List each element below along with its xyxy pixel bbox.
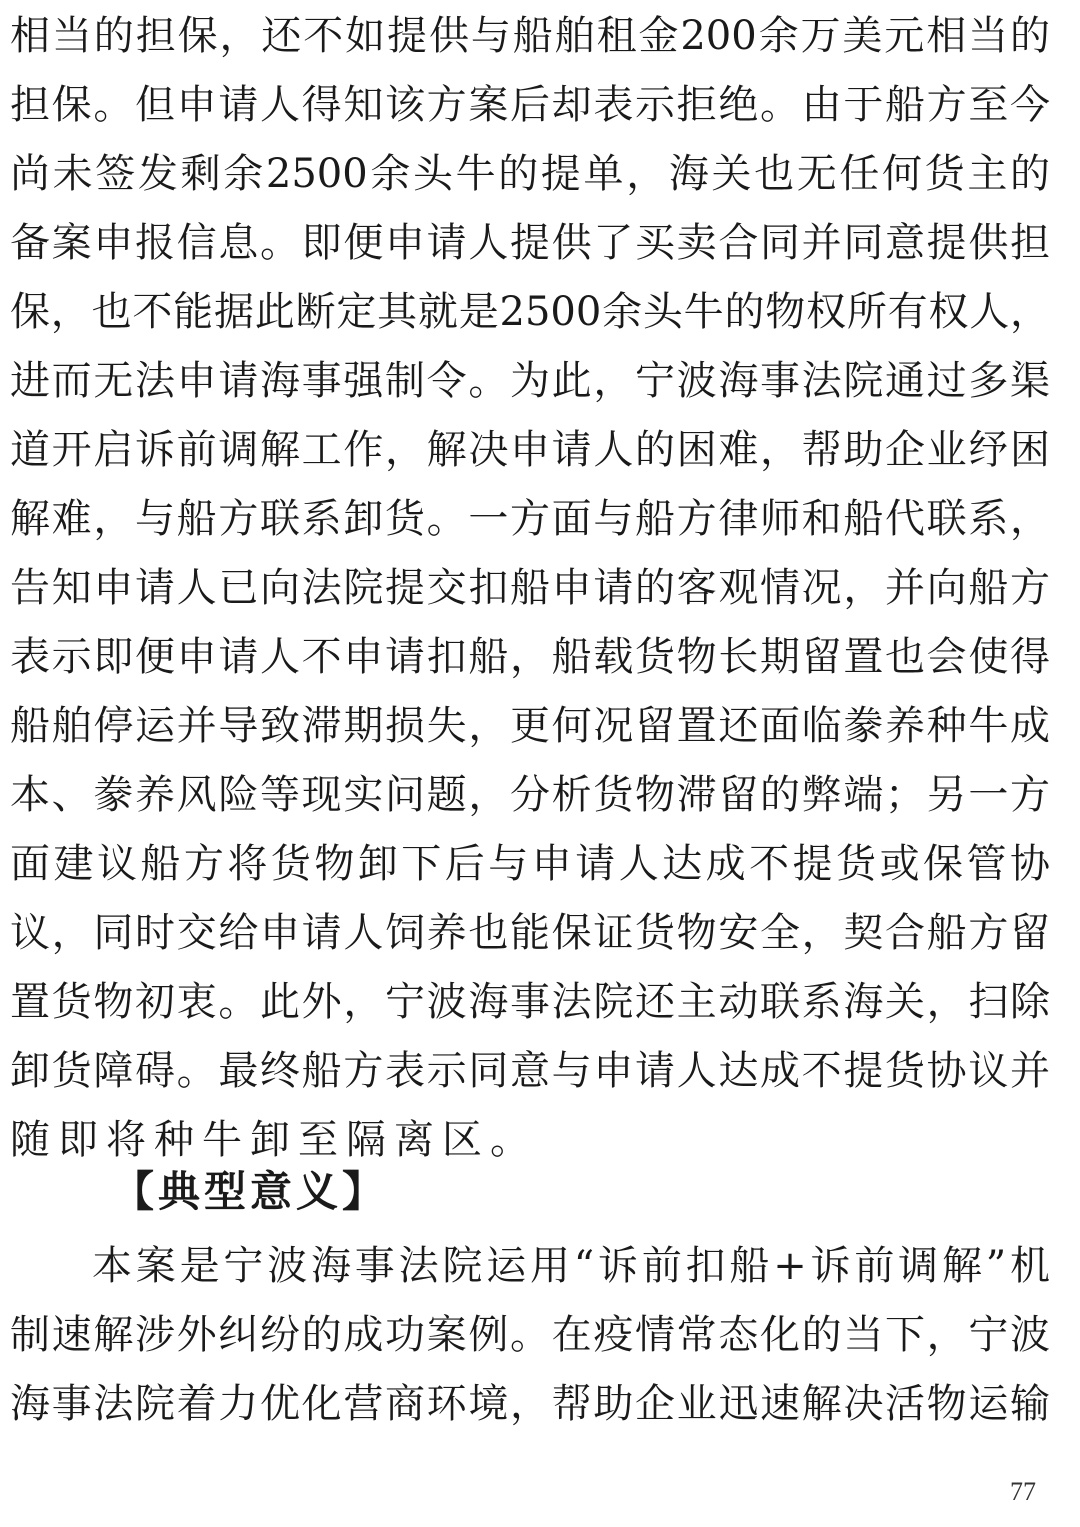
body-line-9: 告知申请人已向法院提交扣船申请的客观情况，并向船方 — [10, 565, 1050, 611]
section-heading-typical-significance: 【典型意义】 — [112, 1167, 389, 1216]
body-line-17: 随即将种牛卸至隔离区。 — [10, 1117, 538, 1163]
body-line-15: 置货物初衷。此外，宁波海事法院还主动联系海关，扫除 — [10, 979, 1050, 1025]
significance-line-1: 本案是宁波海事法院运用“诉前扣船+诉前调解”机 — [92, 1243, 1050, 1289]
body-line-4: 备案申报信息。即便申请人提供了买卖合同并同意提供担 — [10, 220, 1050, 266]
significance-line-2: 制速解涉外纠纷的成功案例。在疫情常态化的当下，宁波 — [10, 1312, 1050, 1358]
body-line-8: 解难，与船方联系卸货。一方面与船方律师和船代联系， — [10, 496, 1050, 542]
body-line-10: 表示即便申请人不申请扣船，船载货物长期留置也会使得 — [10, 634, 1050, 680]
page-number: 77 — [1010, 1477, 1036, 1506]
body-line-2: 担保。但申请人得知该方案后却表示拒绝。由于船方至今 — [10, 82, 1050, 128]
body-line-11: 船舶停运并导致滞期损失，更何况留置还面临豢养种牛成 — [10, 703, 1050, 749]
body-line-1: 相当的担保，还不如提供与船舶租金200余万美元相当的 — [10, 13, 1050, 59]
body-line-13: 面建议船方将货物卸下后与申请人达成不提货或保管协 — [10, 841, 1050, 887]
body-line-7: 道开启诉前调解工作，解决申请人的困难，帮助企业纾困 — [10, 427, 1050, 473]
body-line-12: 本、豢养风险等现实问题，分析货物滞留的弊端；另一方 — [10, 772, 1050, 818]
body-line-16: 卸货障碍。最终船方表示同意与申请人达成不提货协议并 — [10, 1048, 1050, 1094]
body-line-6: 进而无法申请海事强制令。为此，宁波海事法院通过多渠 — [10, 358, 1050, 404]
body-line-5: 保，也不能据此断定其就是2500余头牛的物权所有权人， — [10, 289, 1050, 335]
body-line-3: 尚未签发剩余2500余头牛的提单，海关也无任何货主的 — [10, 151, 1050, 197]
significance-line-3: 海事法院着力优化营商环境，帮助企业迅速解决活物运输 — [10, 1381, 1050, 1427]
body-line-14: 议，同时交给申请人饲养也能保证货物安全，契合船方留 — [10, 910, 1050, 956]
